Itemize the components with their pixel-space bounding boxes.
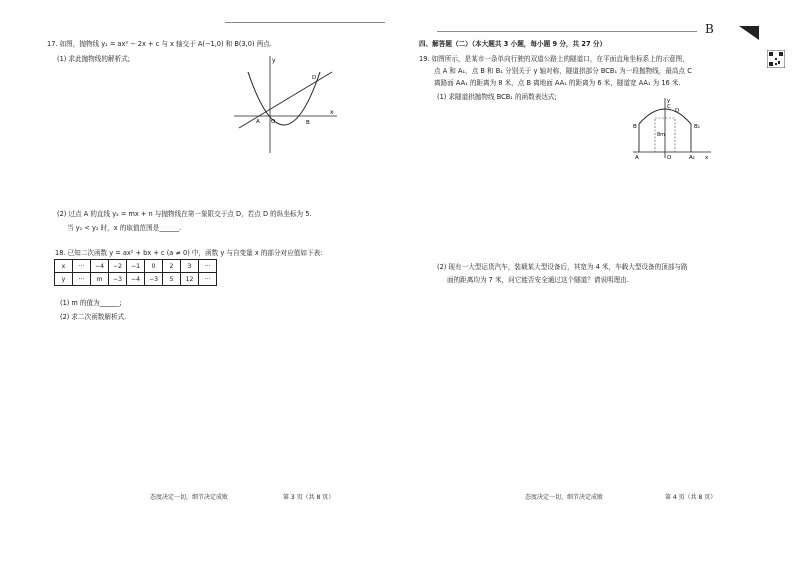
- corner-mark: B: [705, 22, 714, 36]
- q19-line2: 点 A 和 A₁，点 B 和 B₁ 分别关于 y 轴对称，隧道拱部分 BCB₁ 为一段抛物线，最高点 C: [434, 67, 692, 75]
- fig-8m-label: 8m: [657, 132, 666, 138]
- q17-part2-line1: (2) 过点 A 的直线 y₂ = mx + n 与抛物线在第一象限交于点 D，若点 D 的纵坐标为 5.: [57, 210, 312, 218]
- q19-part2-line2: 面的距离均为 7 米，问它能否安全通过这个隧道？请说明理由.: [447, 276, 629, 284]
- fig-b-label: B: [633, 124, 637, 130]
- tunnel-figure: [633, 96, 713, 160]
- table-cell: −1: [127, 260, 145, 273]
- qr-code-icon: [767, 50, 785, 68]
- q18-value-table: [54, 259, 217, 286]
- table-cell: 5: [163, 273, 181, 286]
- footer-motto: 态度决定一切，细节决定成败: [150, 494, 229, 501]
- table-cell: −3: [145, 273, 163, 286]
- fig-b1-label: B₁: [694, 124, 700, 130]
- table-row: [55, 260, 217, 273]
- table-row: [55, 273, 217, 286]
- table-cell: ···: [73, 273, 91, 286]
- fig-x-label: x: [705, 155, 709, 160]
- fig-a1-label: A₁: [689, 155, 695, 160]
- q17-part2-line2: 当 y₁ < y₂ 时，x 的取值范围是______.: [67, 224, 182, 232]
- table-cell: −4: [127, 273, 145, 286]
- fig-b-label: B: [306, 120, 310, 126]
- table-cell: ···: [199, 273, 217, 286]
- fig-d-label: D: [312, 75, 317, 81]
- corner-triangle-graphic: [739, 26, 759, 40]
- table-cell: 0: [145, 260, 163, 273]
- fig-o-label: O: [667, 155, 672, 160]
- table-cell: 12: [181, 273, 199, 286]
- table-cell: 3: [181, 260, 199, 273]
- footer-motto: 态度决定一切，细节决定成败: [525, 494, 604, 501]
- q19-line3: 离路面 AA₁ 的距离为 8 米，点 B 离地面 AA₁ 的距离为 6 米，隧道宽 AA₁ 为 16 米.: [434, 79, 681, 87]
- fig-d-label: D: [675, 108, 680, 114]
- footer-page-number: 第 3 页（共 8 页）: [283, 494, 335, 501]
- q19-part1: (1) 求隧道拱抛物线 BCB₁ 的函数表达式;: [437, 93, 557, 101]
- q18-stem: 18. 已知二次函数 y = ax² + bx + c (a ≠ 0) 中，函数 y 与自变量 x 的部分对应值如下表:: [55, 249, 323, 257]
- right-page: [397, 0, 794, 561]
- table-cell: ···: [199, 260, 217, 273]
- q17-stem: 17. 如图，抛物线 y₁ = ax² − 2x + c 与 x 轴交于 A(−1,0) 和 B(3,0) 两点.: [47, 40, 272, 48]
- q17-parabola-figure: [234, 50, 339, 156]
- table-cell: ···: [73, 260, 91, 273]
- top-rule: [225, 22, 385, 23]
- fig-y-label: y: [272, 57, 276, 64]
- q17-part1: (1) 求此抛物线的解析式;: [57, 55, 131, 63]
- table-cell: y: [55, 273, 73, 286]
- table-cell: m: [91, 273, 109, 286]
- section-heading: 四、解答题（二）（本大题共 3 小题，每小题 9 分，共 27 分）: [419, 40, 607, 48]
- q19-line1: 19. 如图所示，是某市一条单向行驶的双道公路上的隧道口，在平面直角坐标系上的示意图，: [419, 55, 689, 63]
- top-rule: [437, 31, 697, 32]
- table-cell: −3: [109, 273, 127, 286]
- fig-o-label: O: [271, 119, 276, 125]
- table-cell: 2: [163, 260, 181, 273]
- fig-c-label: C: [667, 104, 671, 110]
- fig-a-label: A: [635, 155, 639, 160]
- table-cell: −2: [109, 260, 127, 273]
- q18-part2: (2) 求二次函数解析式.: [60, 313, 127, 321]
- fig-x-label: x: [330, 109, 334, 116]
- table-cell: x: [55, 260, 73, 273]
- fig-a-label: A: [256, 119, 260, 125]
- footer-page-number: 第 4 页（共 8 页）: [665, 494, 717, 501]
- q18-part1: (1) m 的值为______;: [60, 299, 122, 307]
- q19-part2-line1: (2) 现有一大型运货汽车，装载某大型设备后，其宽为 4 米，车载大型设备的顶部与路: [437, 263, 688, 271]
- fig-y-label: y: [667, 98, 671, 104]
- table-cell: −4: [91, 260, 109, 273]
